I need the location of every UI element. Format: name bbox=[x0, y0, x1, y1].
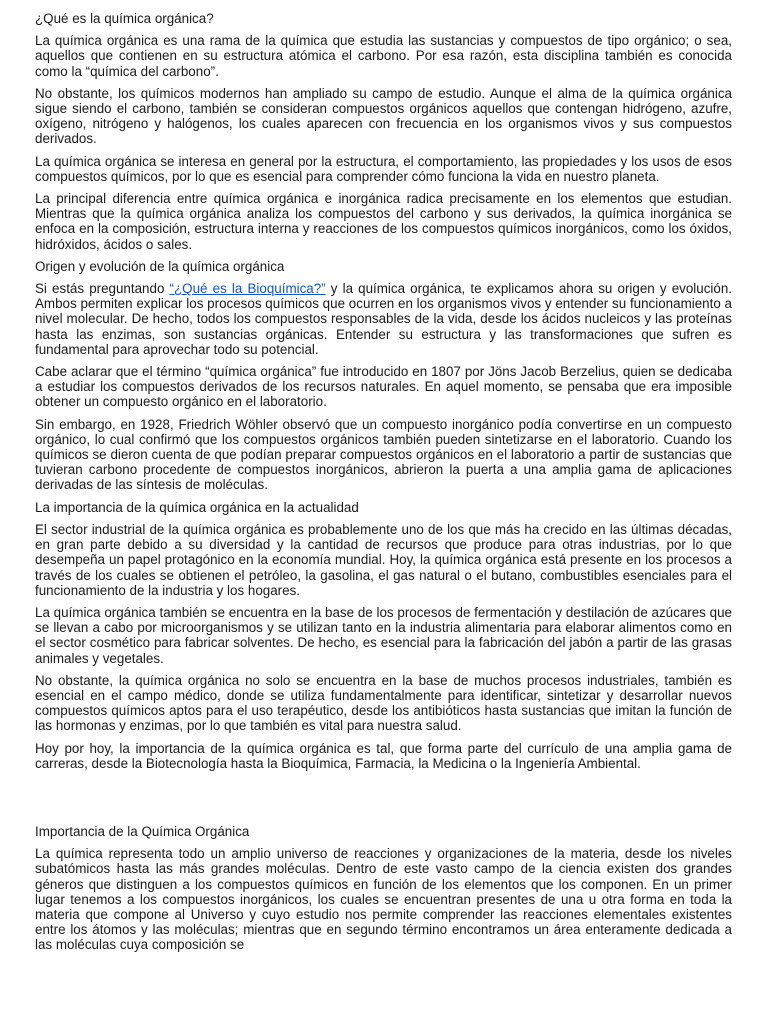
document-page bbox=[35, 11, 732, 960]
paragraph: Cabe aclarar que el término “química orgánica” fue introducido en 1807 por Jöns Jacob Berzelius, quien se dedicaba a estudiar los compuestos derivados de los recursos naturales. En aquel momento, se pensaba que era imposible obtener un compuesto orgánico en el laboratorio. bbox=[35, 364, 732, 410]
paragraph: El sector industrial de la química orgánica es probablemente uno de los que más ha crecido en las últimas décadas, en gran parte debido a su diversidad y la cantidad de recursos que produce para otras industrias, por lo que desempeña un papel protagónico en la economía mundial. Hoy, la química orgánica está presente en los procesos a través de los cuales se obtienen el petróleo, la gasolina, el gas natural o el butano, combustibles esenciales para el funcionamiento de la industria y los hogares. bbox=[35, 521, 732, 598]
paragraph: La principal diferencia entre química orgánica e inorgánica radica precisamente en los elementos que estudian. Mientras que la química orgánica analiza los compuestos del carbono y sus derivados, la química inorgánica se enfoca en la composición, estructura interna y reacciones de los compuestos químicos inorgánicos, como los óxidos, hidróxidos, ácidos o sales. bbox=[35, 191, 732, 252]
section-heading-que-es: ¿Qué es la química orgánica? bbox=[35, 11, 214, 26]
paragraph: La química orgánica es una rama de la química que estudia las sustancias y compuestos de tipo orgánico; o sea, aquellos que contienen en su estructura atómica el carbono. Por esa razón, esta disciplina también es conocida como la “química del carbono”. bbox=[35, 33, 732, 79]
section-heading-origen: Origen y evolución de la química orgánica bbox=[35, 258, 285, 274]
paragraph: Sin embargo, en 1928, Friedrich Wöhler observó que un compuesto inorgánico podía convertirse en un compuesto orgánico, lo cual confirmó que los compuestos orgánicos también pueden sintetizarse en el laboratorio. Cuando los químicos se dieron cuenta de que podían preparar compuestos orgánicos en el laboratorio a partir de sustancias que tuvieran carbono procedente de compuestos inorgánicos, abrieron la puerta a una amplia gama de aplicaciones derivadas de las síntesis de moléculas. bbox=[35, 416, 732, 493]
paragraph: No obstante, los químicos modernos han ampliado su campo de estudio. Aunque el alma de la química orgánica sigue siendo el carbono, también se consideran compuestos orgánicos aquellos que contengan hidrógeno, azufre, oxígeno, nitrógeno y halógenos, los cuales aparecen con frecuencia en los organismos vivos y sus compuestos derivados. bbox=[35, 85, 732, 147]
blank-spacer bbox=[35, 778, 732, 824]
paragraph: La química orgánica se interesa en general por la estructura, el comportamiento, las propiedades y los usos de esos compuestos químicos, por lo que es esencial para comprender cómo funciona la vida en nuestro planeta. bbox=[35, 153, 732, 184]
section-heading-importancia-quimica-organica: Importancia de la Química Orgánica bbox=[35, 823, 250, 839]
paragraph: Hoy por hoy, la importancia de la química orgánica es tal, que forma parte del currículo de una amplia gama de carreras, desde la Biotecnología hasta la Bioquímica, Farmacia, la Medicina o la Ingeniería Ambiental. bbox=[35, 740, 732, 771]
paragraph: La química orgánica también se encuentra en la base de los procesos de fermentación y destilación de azúcares que se llevan a cabo por microorganismos y se utilizan tanto en la industria alimentaria para elaborar alimentos como en el sector cosmético para fabricar solventes. De hecho, es esencial para la fabricación del jabón a partir de las grasas animales y vegetales. bbox=[35, 604, 732, 666]
paragraph: La química representa todo un amplio universo de reacciones y organizaciones de la materia, desde los niveles subatómicos hasta las más grandes moléculas. Dentro de este vasto campo de la ciencia existen dos grandes géneros que distinguen a los compuestos químicos en función de los elementos que los componen. En un primer lugar tenemos a los compuestos inorgánicos, los cuales se encuentran presentes de una u otra forma en toda la materia que compone al Universo y cuyo estudio nos permite comprender las reacciones elementales existentes entre los átomos y las moléculas; mientras que en segundo término encontramos un área enteramente dedicada a las moléculas cuya composición se bbox=[35, 846, 732, 953]
paragraph-text: y la química orgánica, te explicamos ahora su origen y evolución. Ambos permiten explicar los procesos químicos que ocurren en los organismos vivos y entender su funcionamiento a nivel molecular. De hecho, todos los compuestos responsables de la vida, desde los ácidos nucleicos y las proteínas hasta las enzimas, son sustancias orgánicas. Entender su estructura y las transformaciones que sufren es fundamental para aprovechar todo su potencial. bbox=[35, 281, 732, 357]
paragraph-with-link bbox=[35, 281, 732, 357]
paragraph: No obstante, la química orgánica no solo se encuentra en la base de muchos procesos industriales, también es esencial en el campo médico, donde se utiliza fundamentalmente para identificar, sintetizar y desarrollar nuevos compuestos químicos aptos para el uso terapéutico, desde los antibióticos hasta sustancias que imitan la función de las hormonas y enzimas, por lo que también es vital para nuestra salud. bbox=[35, 672, 732, 734]
bioquimica-link[interactable]: “¿Qué es la Bioquímica?” bbox=[169, 281, 326, 297]
section-heading-importancia-actualidad: La importancia de la química orgánica en la actualidad bbox=[35, 499, 359, 515]
paragraph-text: Si estás preguntando bbox=[35, 281, 170, 297]
